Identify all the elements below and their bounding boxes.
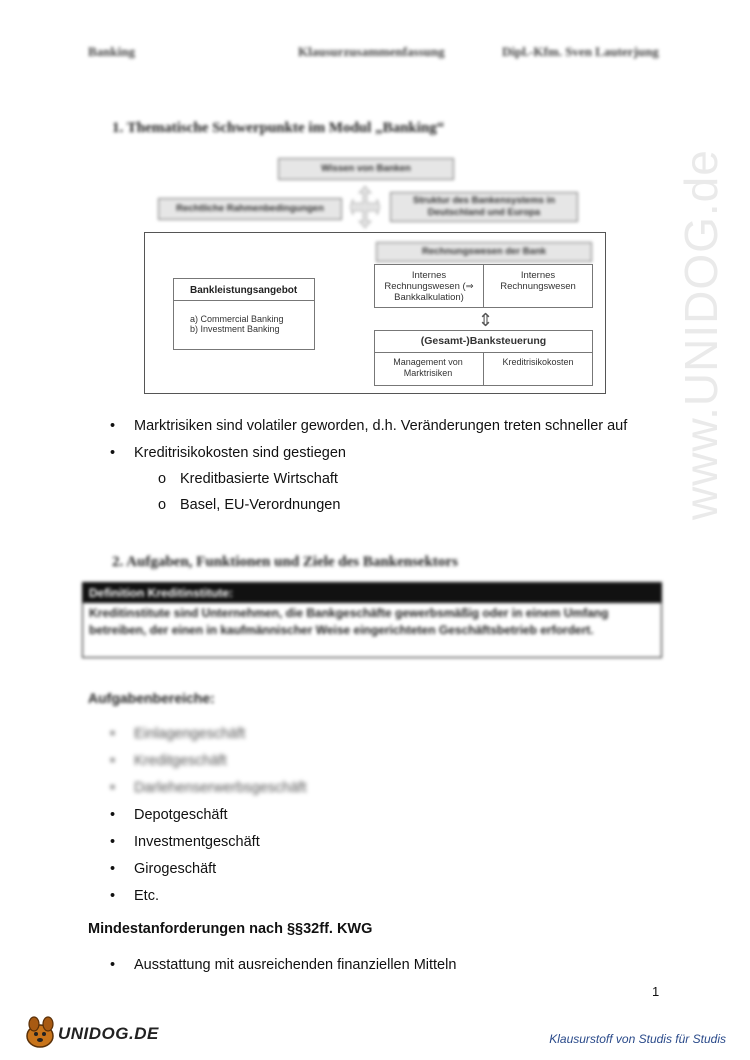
bullet-icon: • xyxy=(110,445,116,461)
logo-text: UNIDOG.DE xyxy=(58,1024,159,1043)
diagram-kreditrisiko: Kreditrisikokosten xyxy=(502,357,574,367)
list-item xyxy=(110,834,260,850)
diagram-wissen: Wissen von Banken xyxy=(278,158,454,180)
diagram-internes2: Internes Rechnungswesen xyxy=(500,270,576,292)
diagram-rahmen: Rechtliche Rahmenbedingungen xyxy=(158,198,342,220)
diagram-marktrisiken: Management von Marktrisiken xyxy=(393,357,463,378)
list-item xyxy=(110,888,159,904)
arrow-glyph: ⇕ xyxy=(478,310,494,330)
list-item-text: Ausstattung mit ausreichenden finanziellen Mitteln xyxy=(134,957,457,973)
list-item-text: Einlagengeschäft xyxy=(134,726,246,742)
list-item-text: Etc. xyxy=(134,888,159,904)
list-item-text: Marktrisiken sind volatiler geworden, d.h. Veränderungen treten schneller auf xyxy=(134,418,628,434)
sub-bullet-icon: o xyxy=(158,471,167,487)
bullet-icon: • xyxy=(110,807,116,823)
list-item xyxy=(110,753,227,769)
divider xyxy=(173,300,315,301)
bullet-icon: • xyxy=(110,726,116,742)
sub-list-item xyxy=(158,497,341,513)
bullet-icon: • xyxy=(110,888,116,904)
sub-list-item xyxy=(158,471,338,487)
list-item xyxy=(110,726,246,742)
list-item-text: Basel, EU-Verordnungen xyxy=(180,497,341,513)
bullet-icon: • xyxy=(110,780,116,796)
definition-text: Kreditinstitute sind Unternehmen, die Bankgeschäfte gewerbsmäßig oder in einem Umfang betreiben, der einen in kaufmännischer Weise eingerichteten Geschäftsbetrieb erfordert. xyxy=(89,606,609,637)
diagram-bankleistung-title: Bankleistungsangebot xyxy=(190,285,298,296)
list-item xyxy=(110,807,228,823)
list-item xyxy=(110,780,307,796)
cross-arrow-icon xyxy=(358,184,372,230)
watermark: www.UNIDOG.de xyxy=(675,149,727,520)
sub-bullet-icon: o xyxy=(158,497,167,513)
bullet-icon: • xyxy=(110,957,116,973)
diagram xyxy=(0,0,750,400)
page-number: 1 xyxy=(652,984,660,999)
diagram-bankleistung-b: b) Investment Banking xyxy=(190,324,280,334)
list-item-text: Depotgeschäft xyxy=(134,807,228,823)
list-item-text: Girogeschäft xyxy=(134,861,217,877)
list-item-text: Investmentgeschäft xyxy=(134,834,260,850)
unidog-logo[interactable] xyxy=(22,1014,162,1050)
list-item-text: Kreditrisikokosten sind gestiegen xyxy=(134,445,346,461)
footer-tagline: Klausurstoff von Studis für Studis xyxy=(549,1032,726,1046)
aufgaben-heading: Aufgabenbereiche: xyxy=(88,690,215,706)
diagram-rechnungswesen: Rechnungswesen der Bank xyxy=(376,242,592,262)
mindest-heading: Mindestanforderungen nach §§32ff. KWG xyxy=(88,921,373,937)
divider xyxy=(483,264,484,308)
list-item-text: Darlehenserwerbsgeschäft xyxy=(134,780,307,796)
diagram-steuerung: (Gesamt-)Banksteuerung xyxy=(420,335,547,347)
bullet-icon: • xyxy=(110,861,116,877)
dog-icon xyxy=(22,1014,62,1050)
divider xyxy=(483,352,484,386)
bullet-icon: • xyxy=(110,418,116,434)
diagram-struktur: Struktur des Bankensystems in Deutschland und Europa xyxy=(390,192,578,222)
bullet-icon: • xyxy=(110,834,116,850)
list-item xyxy=(110,861,217,877)
definition-box xyxy=(82,582,662,658)
list-item-text: Kreditgeschäft xyxy=(134,753,227,769)
definition-heading: Definition Kreditinstitute: xyxy=(83,583,661,603)
list-item xyxy=(110,418,628,434)
header-left: Banking xyxy=(88,44,135,59)
diagram-bankleistung-a: a) Commercial Banking xyxy=(190,314,284,324)
header-right: Dipl.-Kfm. Sven Lauterjung xyxy=(502,44,659,59)
updown-arrow-icon xyxy=(478,310,493,331)
bullet-icon: • xyxy=(110,753,116,769)
diagram-internes1: Internes Rechnungswesen (⇒ Bankkalkulation) xyxy=(384,270,474,303)
list-item xyxy=(110,957,457,973)
section2-title: 2. Aufgaben, Funktionen und Ziele des Bankensektors xyxy=(112,554,458,570)
list-item xyxy=(110,445,346,461)
list-item-text: Kreditbasierte Wirtschaft xyxy=(180,471,338,487)
section1-title: 1. Thematische Schwerpunkte im Modul „Banking“ xyxy=(112,120,445,136)
header-center: Klausurzusammenfassung xyxy=(298,44,445,59)
